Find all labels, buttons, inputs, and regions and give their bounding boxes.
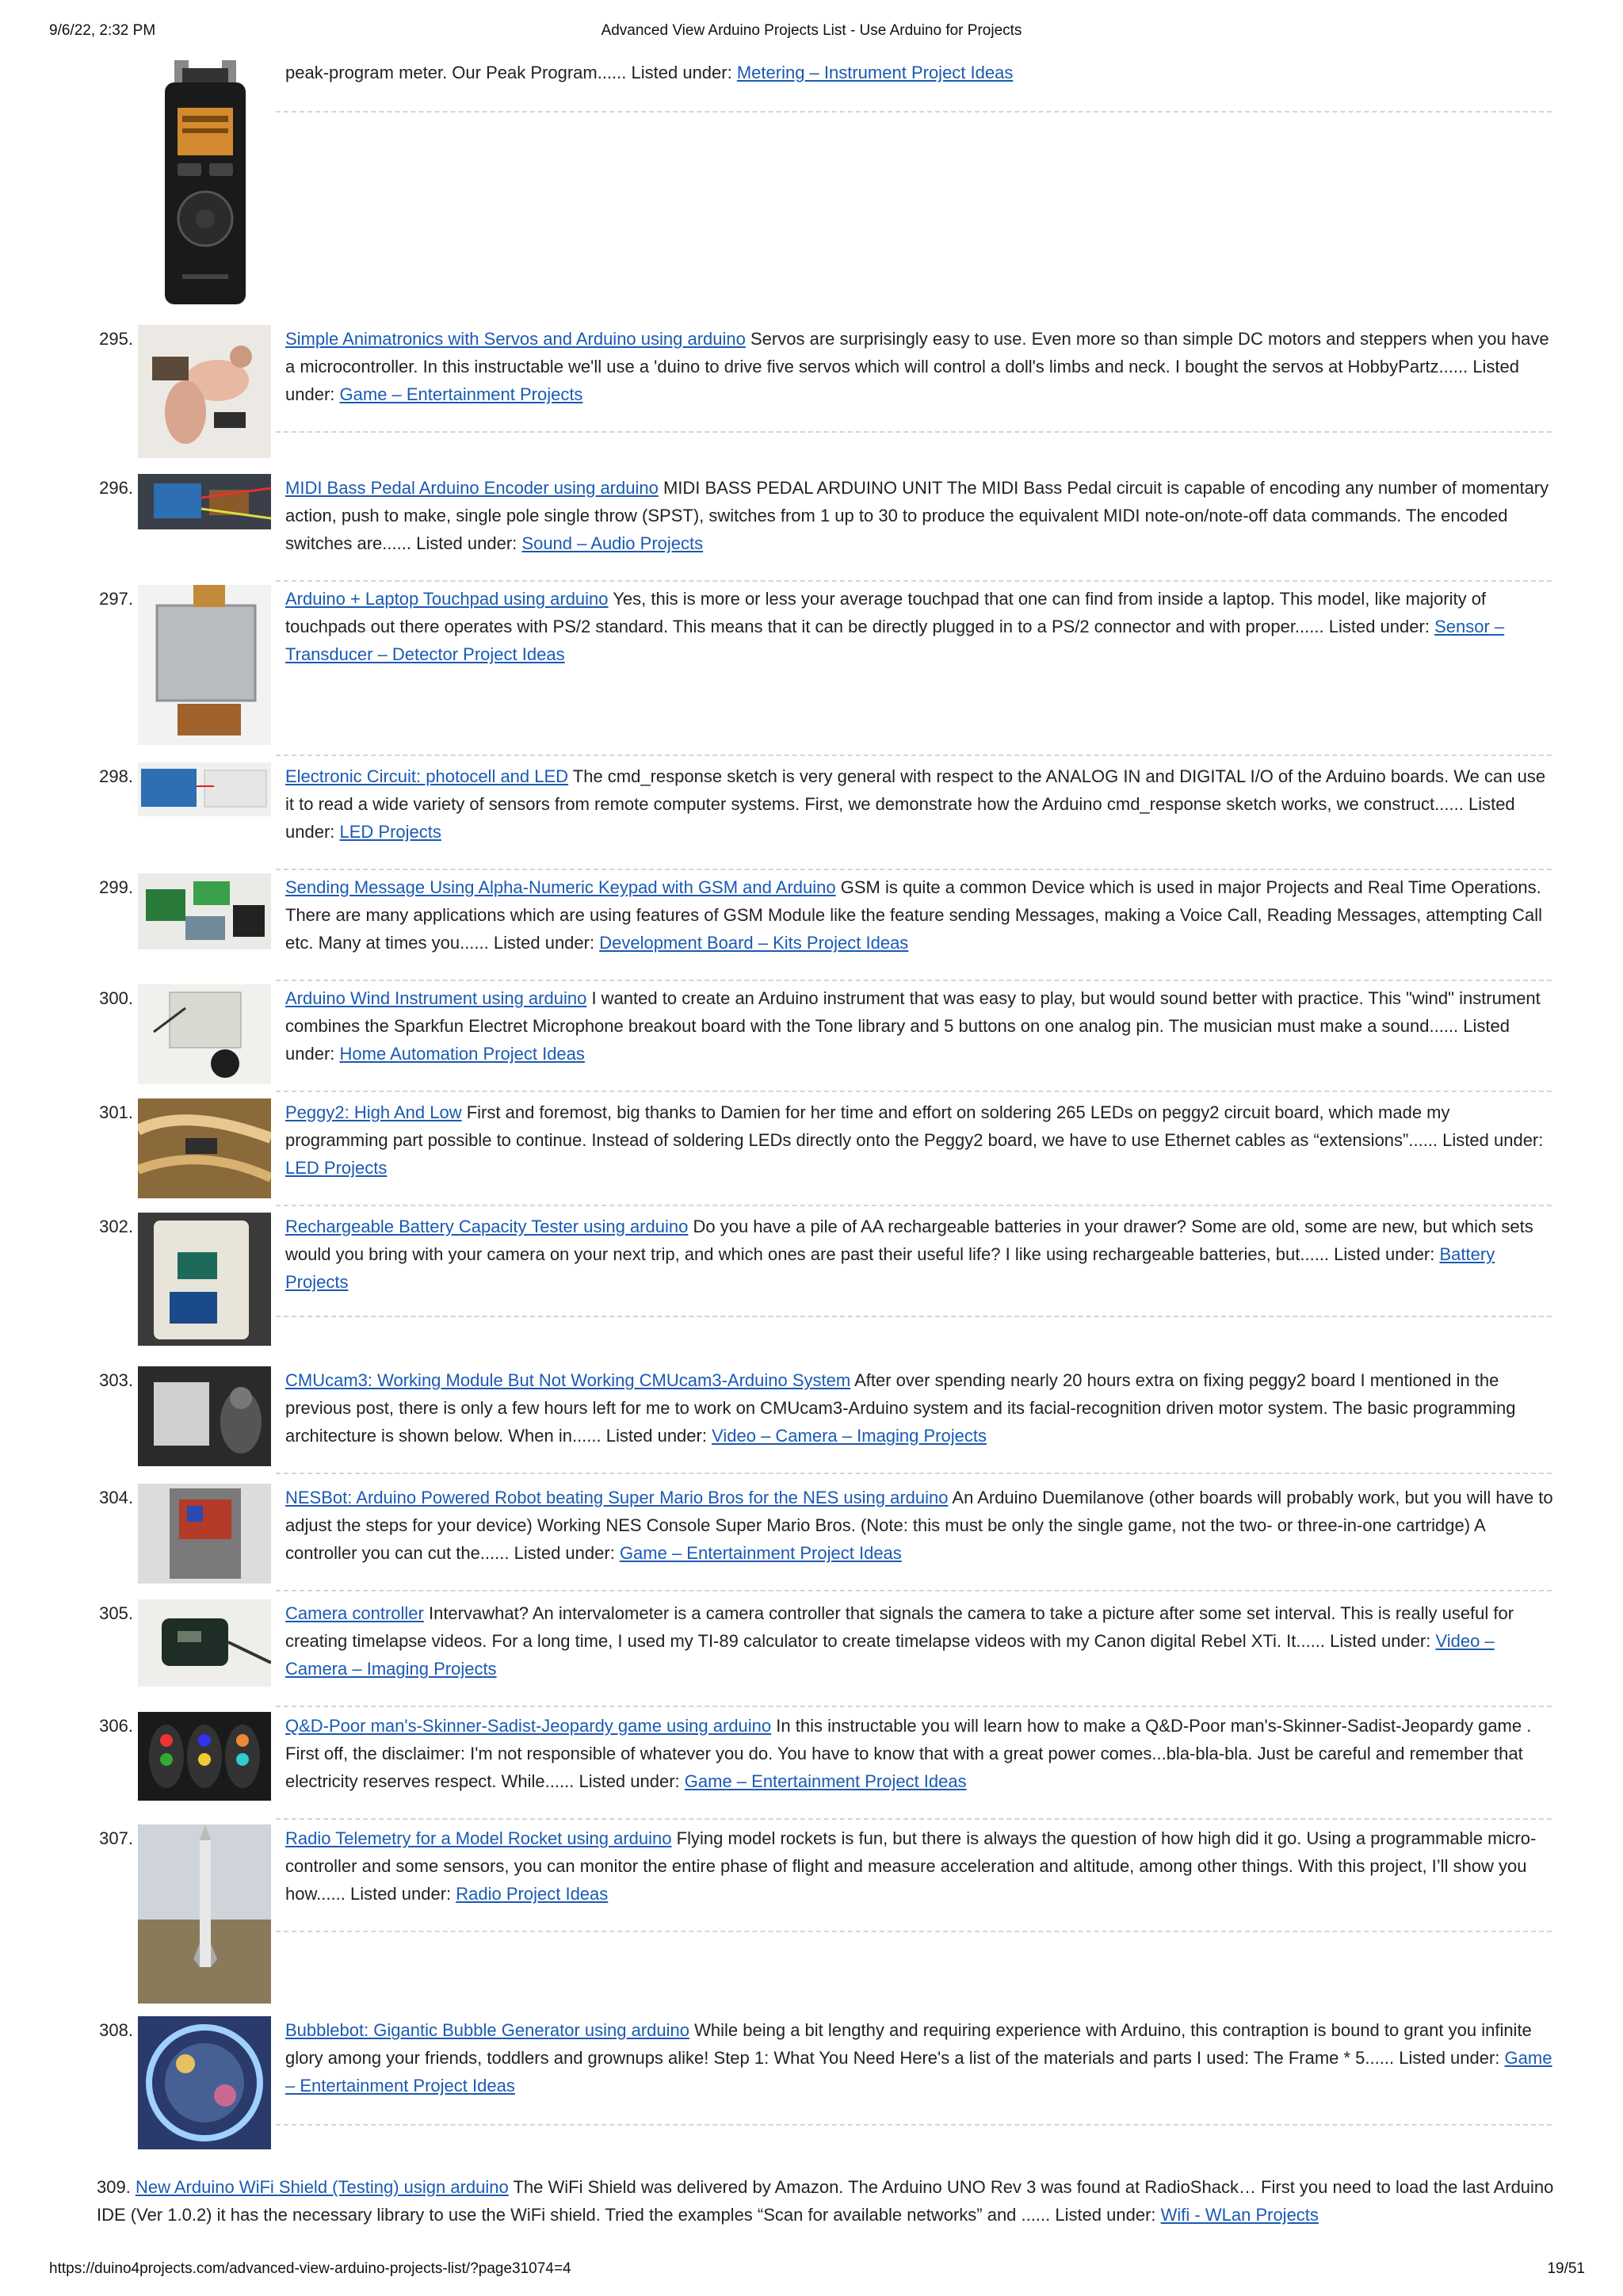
entry-description: I wanted to create an Arduino instrument that was easy to play, but would sound better with practice. This "wind" instrument combines the Sparkfun Electret Microphone breakout board with the Tone library and 5 buttons on one analog pin. The musician must make a sound...... bbox=[285, 988, 1541, 1036]
entry-number: 297. bbox=[99, 589, 133, 609]
entry-separator bbox=[276, 1590, 1552, 1591]
category-link[interactable]: Sound – Audio Projects bbox=[521, 533, 704, 553]
listed-under-label: Listed under: bbox=[1442, 1130, 1544, 1150]
listed-under-label: Listed under: bbox=[1055, 2205, 1156, 2225]
category-link[interactable]: Video – Camera – Imaging Projects bbox=[712, 1426, 987, 1446]
listed-under-label: Listed under: bbox=[1334, 1244, 1435, 1264]
category-link[interactable]: LED Projects bbox=[339, 822, 441, 842]
entry-text bbox=[285, 59, 1553, 86]
entry-text bbox=[285, 1098, 1553, 1182]
entry-description: MIDI BASS PEDAL ARDUINO UNIT The MIDI Bass Pedal circuit is capable of encoding any number of momentary action, push to make, single pole single throw (SPST), switches from 1 up to 30 to produce the equivalent MIDI note-on/note-off data commands. The encoded switches are...... bbox=[285, 478, 1549, 553]
entry-text bbox=[285, 325, 1553, 408]
entry-description: Intervawhat? An intervalometer is a camera controller that signals the camera to take a picture after some set interval. This is really useful for creating timelapse videos. For a long time, I used my TI-89 calculator to create timelapse videos with my Canon digital Rebel XTi. It...... bbox=[285, 1603, 1514, 1651]
listed-under-label: Listed under: bbox=[1330, 1631, 1431, 1651]
entry-separator bbox=[276, 1818, 1552, 1820]
entry-number: 300. bbox=[99, 988, 133, 1008]
bubble-thumbnail[interactable] bbox=[138, 2016, 271, 2149]
game-buzzers-thumbnail[interactable] bbox=[138, 1712, 271, 1801]
entry-description: After over spending nearly 20 hours extra on fixing peggy2 board I mentioned in the previous post, there is only a few hours left for me to work on CMUcam3-Arduino system and its facial-recognition driven motor system. The basic programming architecture is shown below. When in...... bbox=[285, 1370, 1516, 1446]
category-link[interactable]: Game – Entertainment Project Ideas bbox=[619, 1543, 902, 1563]
listed-under-label: Listed under: bbox=[605, 1426, 707, 1446]
entry-number: 304. bbox=[99, 1488, 133, 1507]
entry-text bbox=[285, 1213, 1553, 1296]
project-title-link[interactable]: Camera controller bbox=[285, 1603, 424, 1623]
category-link[interactable]: Radio Project Ideas bbox=[456, 1884, 609, 1904]
entry-number: 296. bbox=[99, 478, 133, 498]
entry-separator bbox=[276, 2124, 1552, 2126]
print-header bbox=[0, 22, 1623, 54]
print-page-title: Advanced View Arduino Projects List - Use Arduino for Projects bbox=[601, 22, 1022, 39]
listed-under-label: Listed under: bbox=[285, 794, 1515, 842]
entry-separator bbox=[276, 1205, 1552, 1206]
entry-separator bbox=[276, 869, 1552, 870]
entry-number: 298. bbox=[99, 766, 133, 786]
listed-under-label: Listed under: bbox=[349, 1884, 452, 1904]
camera-controller-thumbnail[interactable] bbox=[138, 1599, 271, 1687]
listed-under-label: Listed under: bbox=[493, 933, 595, 953]
entry-text bbox=[285, 1366, 1553, 1450]
entry-text bbox=[285, 1599, 1553, 1683]
listed-under-label: Listed under: bbox=[1328, 617, 1430, 636]
gsm-keypad-thumbnail[interactable] bbox=[138, 873, 271, 949]
category-link[interactable]: Video – Camera – Imaging Projects bbox=[285, 1631, 1495, 1679]
entry-separator bbox=[276, 1473, 1552, 1474]
entry-separator bbox=[276, 980, 1552, 981]
entry-number: 299. bbox=[99, 877, 133, 897]
entry-number: 309. bbox=[97, 2177, 131, 2197]
entry-number: 307. bbox=[99, 1828, 133, 1848]
entry-description: Servos are surprisingly easy to use. Even more so than simple DC motors and steppers when you have a microcontroller. In this instructable we'll use a 'duino to drive five servos which will control a doll's limbs and neck. I bought the servos at HobbyPartz...... bbox=[285, 329, 1549, 376]
touchpad-thumbnail[interactable] bbox=[138, 585, 271, 745]
entry-text bbox=[285, 585, 1553, 668]
project-title-link[interactable]: Simple Animatronics with Servos and Arduino using arduino bbox=[285, 329, 746, 349]
category-link[interactable]: Game – Entertainment Project Ideas bbox=[684, 1771, 967, 1791]
listed-under-label: Listed under: bbox=[579, 1771, 680, 1791]
print-page-number: 19/51 bbox=[1547, 2260, 1585, 2277]
circuit-board-thumbnail[interactable] bbox=[138, 474, 271, 529]
listed-under-label: Listed under: bbox=[285, 1016, 1510, 1064]
entry-description: An Arduino Duemilanove (other boards will probably work, but you will have to adjust the steps for your device) Working NES Console Super Mario Bros. (Note: this must be only the single game, not the two- or three-in-one cartridge) A controller you can cut the...... bbox=[285, 1488, 1553, 1563]
entry-number: 305. bbox=[99, 1603, 133, 1623]
project-title-link[interactable]: Bubblebot: Gigantic Bubble Generator using arduino bbox=[285, 2020, 690, 2040]
entry-description: First and foremost, big thanks to Damien for her time and effort on soldering 265 LEDs on peggy2 circuit board, which made my programming part possible to continue. Instead of soldering LEDs directly onto the Peggy2 board, we have to use Ethernet cables as “extensions”...... bbox=[285, 1102, 1450, 1150]
entry-text bbox=[285, 984, 1553, 1068]
entry-description: The cmd_response sketch is very general with respect to the ANALOG IN and DIGITAL I/O of the Arduino boards. We can use it to read a wide variety of sensors from remote computer systems. First, we demonstrate how the Arduino cmd_response sketch works, we construct...... bbox=[285, 766, 1546, 814]
listed-under-label: Listed under: bbox=[514, 1543, 615, 1563]
category-link[interactable]: Battery Projects bbox=[285, 1244, 1495, 1292]
listed-under-label: Listed under: bbox=[631, 63, 732, 82]
print-url: https://duino4projects.com/advanced-view-arduino-projects-list/?page31074=4 bbox=[49, 2260, 571, 2277]
entry-separator bbox=[276, 1091, 1552, 1092]
project-title-link[interactable]: CMUcam3: Working Module But Not Working CMUcam3-Arduino System bbox=[285, 1370, 851, 1390]
peggy2-cables-thumbnail[interactable] bbox=[138, 1098, 271, 1198]
entry-separator bbox=[276, 111, 1552, 113]
listed-under-label: Listed under: bbox=[285, 357, 1520, 404]
entry-description: peak-program meter. Our Peak Program...... bbox=[285, 63, 627, 82]
project-title-link[interactable]: Electronic Circuit: photocell and LED bbox=[285, 766, 569, 786]
project-title-link[interactable]: Arduino + Laptop Touchpad using arduino bbox=[285, 589, 609, 609]
audio-recorder-thumbnail[interactable] bbox=[158, 60, 252, 309]
entry-number: 303. bbox=[99, 1370, 133, 1390]
category-link[interactable]: LED Projects bbox=[285, 1158, 388, 1178]
entry-description: Yes, this is more or less your average touchpad that one can find from inside a laptop. This model, like majority of touchpads out there operates with PS/2 standard. This means that it can be directly plugged in to a PS/2 connector and with proper...... bbox=[285, 589, 1487, 636]
entry-text bbox=[285, 474, 1553, 557]
entry-separator bbox=[276, 1931, 1552, 1932]
nes-cartridge-thumbnail[interactable] bbox=[138, 1484, 271, 1584]
category-link[interactable]: Metering – Instrument Project Ideas bbox=[736, 63, 1014, 82]
arduino-breadboard-thumbnail[interactable] bbox=[138, 762, 271, 816]
entry-number: 308. bbox=[99, 2020, 133, 2040]
wind-instrument-thumbnail[interactable] bbox=[138, 984, 271, 1084]
entry-text bbox=[285, 2016, 1553, 2099]
entry-separator bbox=[276, 580, 1552, 582]
entry-description: GSM is quite a common Device which is used in major Projects and Real Time Operations. There are many applications which are using features of GSM Module like the feature sending Messages, making a Voice Call, Reading Messages, attempting Call etc. Many at times you...... bbox=[285, 877, 1543, 953]
entry-number: 302. bbox=[99, 1217, 133, 1236]
category-link[interactable]: Game – Entertainment Project Ideas bbox=[285, 2048, 1552, 2095]
listed-under-label: Listed under: bbox=[416, 533, 517, 553]
project-title-link[interactable]: New Arduino WiFi Shield (Testing) usign arduino bbox=[135, 2177, 509, 2197]
project-title-link[interactable]: Peggy2: High And Low bbox=[285, 1102, 462, 1122]
battery-tester-thumbnail[interactable] bbox=[138, 1213, 271, 1346]
project-title-link[interactable]: Arduino Wind Instrument using arduino bbox=[285, 988, 587, 1008]
entry-text bbox=[285, 1824, 1553, 1908]
project-title-link[interactable]: Q&D-Poor man's-Skinner-Sadist-Jeopardy game using arduino bbox=[285, 1716, 772, 1736]
camera-view-thumbnail[interactable] bbox=[138, 1366, 271, 1466]
entry-separator bbox=[276, 431, 1552, 433]
entry-description: Do you have a pile of AA rechargeable batteries in your drawer? Some are old, some are new, but which sets would you bring with your camera on your next trip, and which ones are past their useful life? I like using rechargeable batteries, but...... bbox=[285, 1217, 1533, 1264]
category-link[interactable]: Game – Entertainment Projects bbox=[339, 384, 583, 404]
entry-text bbox=[285, 1484, 1553, 1567]
animatronic-doll-thumbnail[interactable] bbox=[138, 325, 271, 458]
entry-description: The WiFi Shield was delivered by Amazon. The Arduino UNO Rev 3 was found at RadioShack… First you need to load the last Arduino IDE (Ver 1.0.2) it has the necessary library to use the WiFi shield. Tried the examples “Scan for available networks” and ...... bbox=[97, 2177, 1554, 2225]
entry-description: Flying model rockets is fun, but there is always the question of how high did it go. Using a programmable micro-controller and some sensors, you can monitor the entire phase of flight and measure acceleration and altitude, among other things. With this project, I’ll show you how...... bbox=[285, 1828, 1537, 1904]
project-title-link[interactable]: NESBot: Arduino Powered Robot beating Super Mario Bros for the NES using arduino bbox=[285, 1488, 949, 1507]
entry-description: While being a bit lengthy and requiring experience with Arduino, this contraption is bound to grant you infinite glory among your friends, toddlers and grownups alike! Step 1: What You Need Here's a list of the materials and parts I used: The Frame * 5...... bbox=[285, 2020, 1532, 2068]
category-link[interactable]: Wifi - WLan Projects bbox=[1160, 2205, 1319, 2225]
category-link[interactable]: Sensor – Transducer – Detector Project Ideas bbox=[285, 617, 1505, 664]
entry-number: 295. bbox=[99, 329, 133, 349]
project-title-link[interactable]: Rechargeable Battery Capacity Tester using arduino bbox=[285, 1217, 689, 1236]
print-footer bbox=[0, 2260, 1623, 2292]
project-title-link[interactable]: Radio Telemetry for a Model Rocket using arduino bbox=[285, 1828, 672, 1848]
entry-separator bbox=[276, 1706, 1552, 1707]
entry-separator bbox=[276, 755, 1552, 756]
entry-number: 301. bbox=[99, 1102, 133, 1122]
category-link[interactable]: Home Automation Project Ideas bbox=[339, 1044, 585, 1064]
print-datetime: 9/6/22, 2:32 PM bbox=[49, 22, 156, 39]
model-rocket-thumbnail[interactable] bbox=[138, 1824, 271, 2004]
project-title-link[interactable]: MIDI Bass Pedal Arduino Encoder using arduino bbox=[285, 478, 659, 498]
entry-description: In this instructable you will learn how to make a Q&D-Poor man's-Skinner-Sadist-Jeopardy game . First off, the disclaimer: I'm not responsible of whatever you do. You have to know that with a great power comes...bla-bla-bla. Just be careful and remember that electricity reserves respect. While...... bbox=[285, 1716, 1532, 1791]
entry-text bbox=[97, 2173, 1555, 2229]
entry-separator bbox=[276, 1316, 1552, 1317]
entry-text bbox=[285, 873, 1553, 957]
project-title-link[interactable]: Sending Message Using Alpha-Numeric Keypad with GSM and Arduino bbox=[285, 877, 836, 897]
entry-number: 306. bbox=[99, 1716, 133, 1736]
entry-text bbox=[285, 1712, 1553, 1795]
listed-under-label: Listed under: bbox=[1399, 2048, 1500, 2068]
entry-text bbox=[285, 762, 1553, 846]
category-link[interactable]: Development Board – Kits Project Ideas bbox=[599, 933, 909, 953]
